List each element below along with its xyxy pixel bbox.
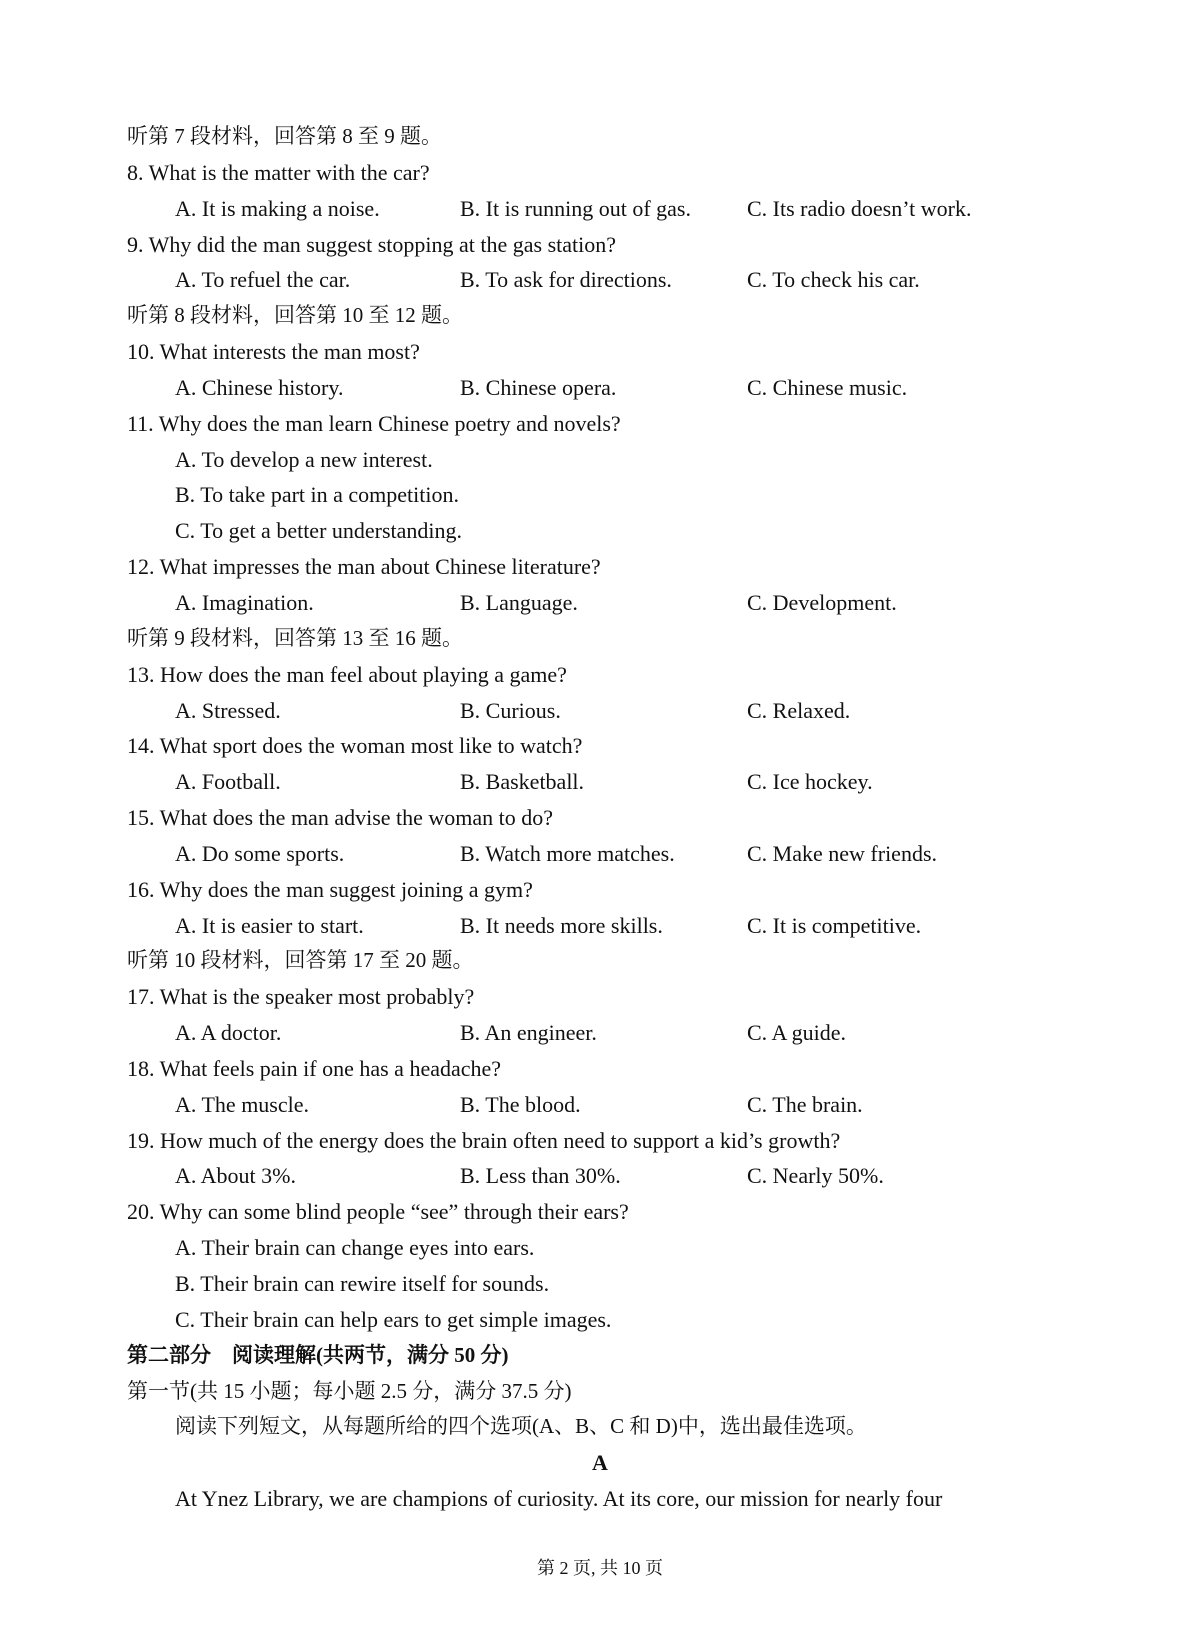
option-a: A. Stressed.	[175, 697, 281, 723]
options-row	[127, 908, 1073, 944]
options-row	[127, 693, 1073, 729]
part-title: 第二部分 阅读理解(共两节，满分 50 分)	[127, 1342, 509, 1367]
passage-paragraph: At Ynez Library, we are champions of curiosity. At its core, our mission for nearly four	[175, 1486, 943, 1512]
question-stem: 10. What interests the man most?	[127, 339, 420, 365]
options-row	[127, 836, 1073, 872]
option-c: C. Its radio doesn’t work.	[747, 195, 972, 221]
question-stem: 16. Why does the man suggest joining a gym?	[127, 876, 533, 902]
passage-label: A	[592, 1450, 608, 1476]
option-c: C. Their brain can help ears to get simple images.	[175, 1306, 612, 1332]
option-c: C. To check his car.	[747, 267, 920, 293]
option-b: B. The blood.	[460, 1091, 581, 1117]
option-a: A. To develop a new interest.	[175, 446, 433, 472]
option-b: B. An engineer.	[460, 1020, 597, 1046]
option-a: A. Do some sports.	[175, 840, 345, 866]
option-c: C. A guide.	[747, 1020, 847, 1046]
option-c: C. To get a better understanding.	[175, 518, 463, 544]
question-stem: 12. What impresses the man about Chinese literature?	[127, 554, 601, 580]
listening-instruction: 听第 10 段材料，回答第 17 至 20 题。	[127, 948, 474, 973]
option-c: C. Ice hockey.	[747, 769, 873, 795]
option-b: B. Watch more matches.	[460, 840, 675, 866]
option-b: B. Chinese opera.	[460, 374, 617, 400]
option-c: C. The brain.	[747, 1091, 863, 1117]
option-a: A. The muscle.	[175, 1091, 310, 1117]
option-c: C. It is competitive.	[747, 912, 922, 938]
reading-directions: 阅读下列短文，从每题所给的四个选项(A、B、C 和 D)中，选出最佳选项。	[175, 1414, 867, 1439]
option-c: C. Make new friends.	[747, 840, 938, 866]
question-stem: 14. What sport does the woman most like to watch?	[127, 733, 583, 759]
option-a: A. Their brain can change eyes into ears.	[175, 1235, 535, 1261]
options-row	[127, 1158, 1073, 1194]
option-b: B. Language.	[460, 589, 578, 615]
question-stem: 15. What does the man advise the woman to do?	[127, 805, 554, 831]
option-b: B. To ask for directions.	[460, 267, 672, 293]
option-a: A. Chinese history.	[175, 374, 344, 400]
options-row	[127, 262, 1073, 298]
option-b: B. Less than 30%.	[460, 1163, 621, 1189]
options-row	[127, 191, 1073, 227]
options-row	[127, 1015, 1073, 1051]
option-c: C. Development.	[747, 589, 897, 615]
options-row	[127, 1087, 1073, 1123]
question-stem: 13. How does the man feel about playing a game?	[127, 661, 567, 687]
option-b: B. To take part in a competition.	[175, 482, 459, 508]
listening-instruction: 听第 9 段材料，回答第 13 至 16 题。	[127, 625, 463, 650]
option-c: C. Chinese music.	[747, 374, 908, 400]
question-stem: 17. What is the speaker most probably?	[127, 984, 475, 1010]
option-b: B. Their brain can rewire itself for sounds.	[175, 1271, 550, 1296]
option-a: A. Imagination.	[175, 589, 314, 615]
listening-instruction: 听第 8 段材料，回答第 10 至 12 题。	[127, 303, 463, 328]
page-footer: 第 2 页, 共 10 页	[537, 1558, 663, 1578]
option-b: B. Curious.	[460, 697, 561, 723]
option-c: C. Nearly 50%.	[747, 1163, 884, 1189]
page-content	[127, 119, 1073, 1517]
option-b: B. Basketball.	[460, 769, 585, 795]
options-row	[127, 585, 1073, 621]
question-stem: 11. Why does the man learn Chinese poetry and novels?	[127, 410, 621, 436]
option-c: C. Relaxed.	[747, 697, 851, 723]
option-a: A. It is easier to start.	[175, 912, 364, 938]
question-stem: 19. How much of the energy does the brain often need to support a kid’s growth?	[127, 1127, 841, 1153]
question-stem: 9. Why did the man suggest stopping at the gas station?	[127, 231, 617, 257]
option-a: A. To refuel the car.	[175, 267, 351, 293]
option-a: A. A doctor.	[175, 1020, 282, 1046]
option-b: B. It needs more skills.	[460, 912, 663, 938]
option-b: B. It is running out of gas.	[460, 195, 691, 221]
options-row	[127, 370, 1073, 406]
option-a: A. It is making a noise.	[175, 195, 380, 221]
question-stem: 8. What is the matter with the car?	[127, 159, 430, 185]
question-stem: 20. Why can some blind people “see” through their ears?	[127, 1199, 629, 1225]
listening-instruction: 听第 7 段材料，回答第 8 至 9 题。	[127, 124, 442, 148]
options-row	[127, 764, 1073, 800]
section-title: 第一节(共 15 小题；每小题 2.5 分，满分 37.5 分)	[127, 1378, 572, 1403]
option-a: A. About 3%.	[175, 1163, 296, 1189]
option-a: A. Football.	[175, 769, 281, 795]
question-stem: 18. What feels pain if one has a headache?	[127, 1055, 502, 1081]
